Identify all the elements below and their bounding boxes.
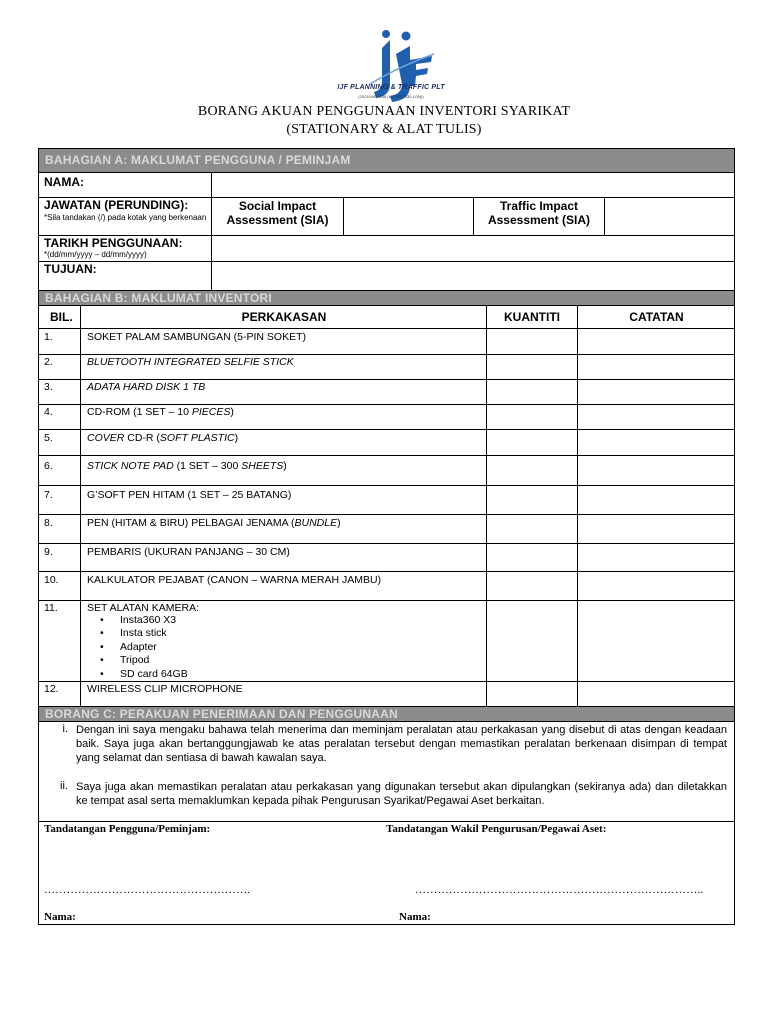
row-number: 2.	[44, 356, 53, 368]
user-name-label: Nama:	[44, 911, 76, 923]
tujuan-label: TUJUAN:	[44, 262, 97, 276]
item-5: COVER CD-R (SOFT PLASTIC)	[87, 432, 239, 444]
nama-label: NAMA:	[44, 175, 84, 189]
nama-field[interactable]	[212, 173, 734, 197]
divider	[38, 485, 735, 486]
officer-signature-area[interactable]	[386, 840, 726, 884]
option-tia-label: Traffic Impact Assessment (SIA)	[487, 199, 591, 227]
row-number: 3.	[44, 381, 53, 393]
option-tia-checkbox[interactable]	[605, 198, 734, 235]
item-7: G’SOFT PEN HITAM (1 SET – 25 BATANG)	[87, 489, 292, 501]
form-title: BORANG AKUAN PENGGUNAAN INVENTORI SYARIKAT	[197, 104, 571, 119]
tarikh-note: *(dd/mm/yyyy – dd/mm/yyyy)	[44, 250, 147, 259]
officer-signature-line: …………………………………………………………………..	[415, 884, 704, 896]
divider	[38, 429, 735, 430]
declaration-paragraph-1: Dengan ini saya mengaku bahawa telah menerima dan meminjam peralatan atau perkakasan yang disebut di atas dengan keadaan baik. Saya juga akan bertanggungjawab ke atas peralatan tersebut dengan memastikan peralatan berkenaan disimpan di tempat yang selamat dan sentiasa di bawah kawalan saya.	[76, 724, 727, 764]
row-number: 5.	[44, 432, 53, 444]
divider	[577, 305, 578, 706]
divider	[38, 681, 735, 682]
officer-name-label: Nama:	[399, 911, 431, 923]
divider	[38, 404, 735, 405]
camera-set-list	[100, 614, 188, 681]
item-11: SET ALATAN KAMERA:	[87, 602, 200, 614]
list-item: • Insta stick	[100, 627, 188, 640]
jawatan-label: JAWATAN (PERUNDING):	[44, 198, 189, 212]
paragraph-number: i.	[62, 723, 68, 735]
user-signature-label: Tandatangan Pengguna/Peminjam:	[44, 823, 211, 835]
section-b-header: BAHAGIAN B: MAKLUMAT INVENTORI	[39, 291, 734, 305]
item-8: PEN (HITAM & BIRU) PELBAGAI JENAMA (BUNDLE)	[87, 517, 341, 529]
row-number: 1.	[44, 331, 53, 343]
user-signature-line: ……………………………………………….	[44, 884, 251, 896]
user-signature-area[interactable]	[44, 840, 344, 884]
divider	[38, 721, 735, 722]
row-number: 6.	[44, 460, 53, 472]
col-bil: BIL.	[50, 310, 73, 324]
row-number: 12.	[44, 683, 59, 695]
divider	[38, 354, 735, 355]
row-number: 4.	[44, 406, 53, 418]
divider	[38, 600, 735, 601]
tarikh-field[interactable]	[212, 236, 734, 261]
jawatan-note: *Sila tandakan (/) pada kotak yang berkenaan	[44, 213, 207, 222]
divider	[38, 821, 735, 822]
item-2: BLUETOOTH INTEGRATED SELFIE STICK	[87, 356, 294, 368]
section-a-header: BAHAGIAN A: MAKLUMAT PENGGUNA / PEMINJAM	[39, 149, 734, 172]
col-catatan: CATATAN	[629, 310, 684, 324]
option-sia-checkbox[interactable]	[344, 198, 473, 235]
item-3: ADATA HARD DISK 1 TB	[87, 381, 206, 393]
divider	[38, 543, 735, 544]
divider	[38, 514, 735, 515]
item-9: PEMBARIS (UKURAN PANJANG – 30 CM)	[87, 546, 290, 558]
item-6: STICK NOTE PAD (1 SET – 300 SHEETS)	[87, 460, 287, 472]
divider	[38, 305, 735, 306]
divider	[38, 379, 735, 380]
list-item: • SD card 64GB	[100, 668, 188, 681]
divider	[38, 455, 735, 456]
form-subtitle: (STATIONARY & ALAT TULIS)	[286, 122, 482, 137]
item-10: KALKULATOR PEJABAT (CANON – WARNA MERAH JAMBU)	[87, 574, 382, 586]
list-item: • Adapter	[100, 641, 188, 654]
divider	[80, 305, 81, 706]
col-kuantiti: KUANTITI	[504, 310, 560, 324]
divider	[38, 328, 735, 329]
officer-signature-label: Tandatangan Wakil Pengurusan/Pegawai Aset:	[386, 823, 607, 835]
declaration-paragraph-2: Saya juga akan memastikan peralatan atau perkakasan yang digunakan tersebut akan dipulangkan (sekiranya ada) dan diletakkan ke tempat asal serta memaklumkan kepada pihak Pengurusan Syarikat/Pegawai Aset berkaitan.	[76, 781, 727, 807]
col-perkakasan: PERKAKASAN	[241, 310, 327, 324]
item-4: CD-ROM (1 SET – 10 PIECES)	[87, 406, 234, 418]
row-number: 10.	[44, 574, 59, 586]
tarikh-label: TARIKH PENGGUNAAN:	[44, 236, 183, 250]
logo-registration: (202104000158 (LLP0027530-LGN))	[358, 94, 424, 99]
row-number: 7.	[44, 489, 53, 501]
divider	[38, 571, 735, 572]
paragraph-number: ii.	[60, 780, 68, 792]
row-number: 9.	[44, 546, 53, 558]
logo-company-name: IJF PLANNING & TRAFFIC PLT	[337, 84, 445, 91]
row-number: 11.	[44, 602, 58, 614]
tujuan-field[interactable]	[212, 262, 734, 290]
divider	[486, 305, 487, 706]
section-c-header: BORANG C: PERAKUAN PENERIMAAN DAN PENGGUNAAN	[39, 707, 734, 721]
item-12: WIRELESS CLIP MICROPHONE	[87, 683, 243, 695]
list-item: • Tripod	[100, 654, 188, 667]
row-number: 8.	[44, 517, 53, 529]
item-1: SOKET PALAM SAMBUNGAN (5-PIN SOKET)	[87, 331, 306, 343]
option-sia-label: Social Impact Assessment (SIA)	[226, 199, 329, 227]
list-item: • Insta360 X3	[100, 614, 188, 627]
